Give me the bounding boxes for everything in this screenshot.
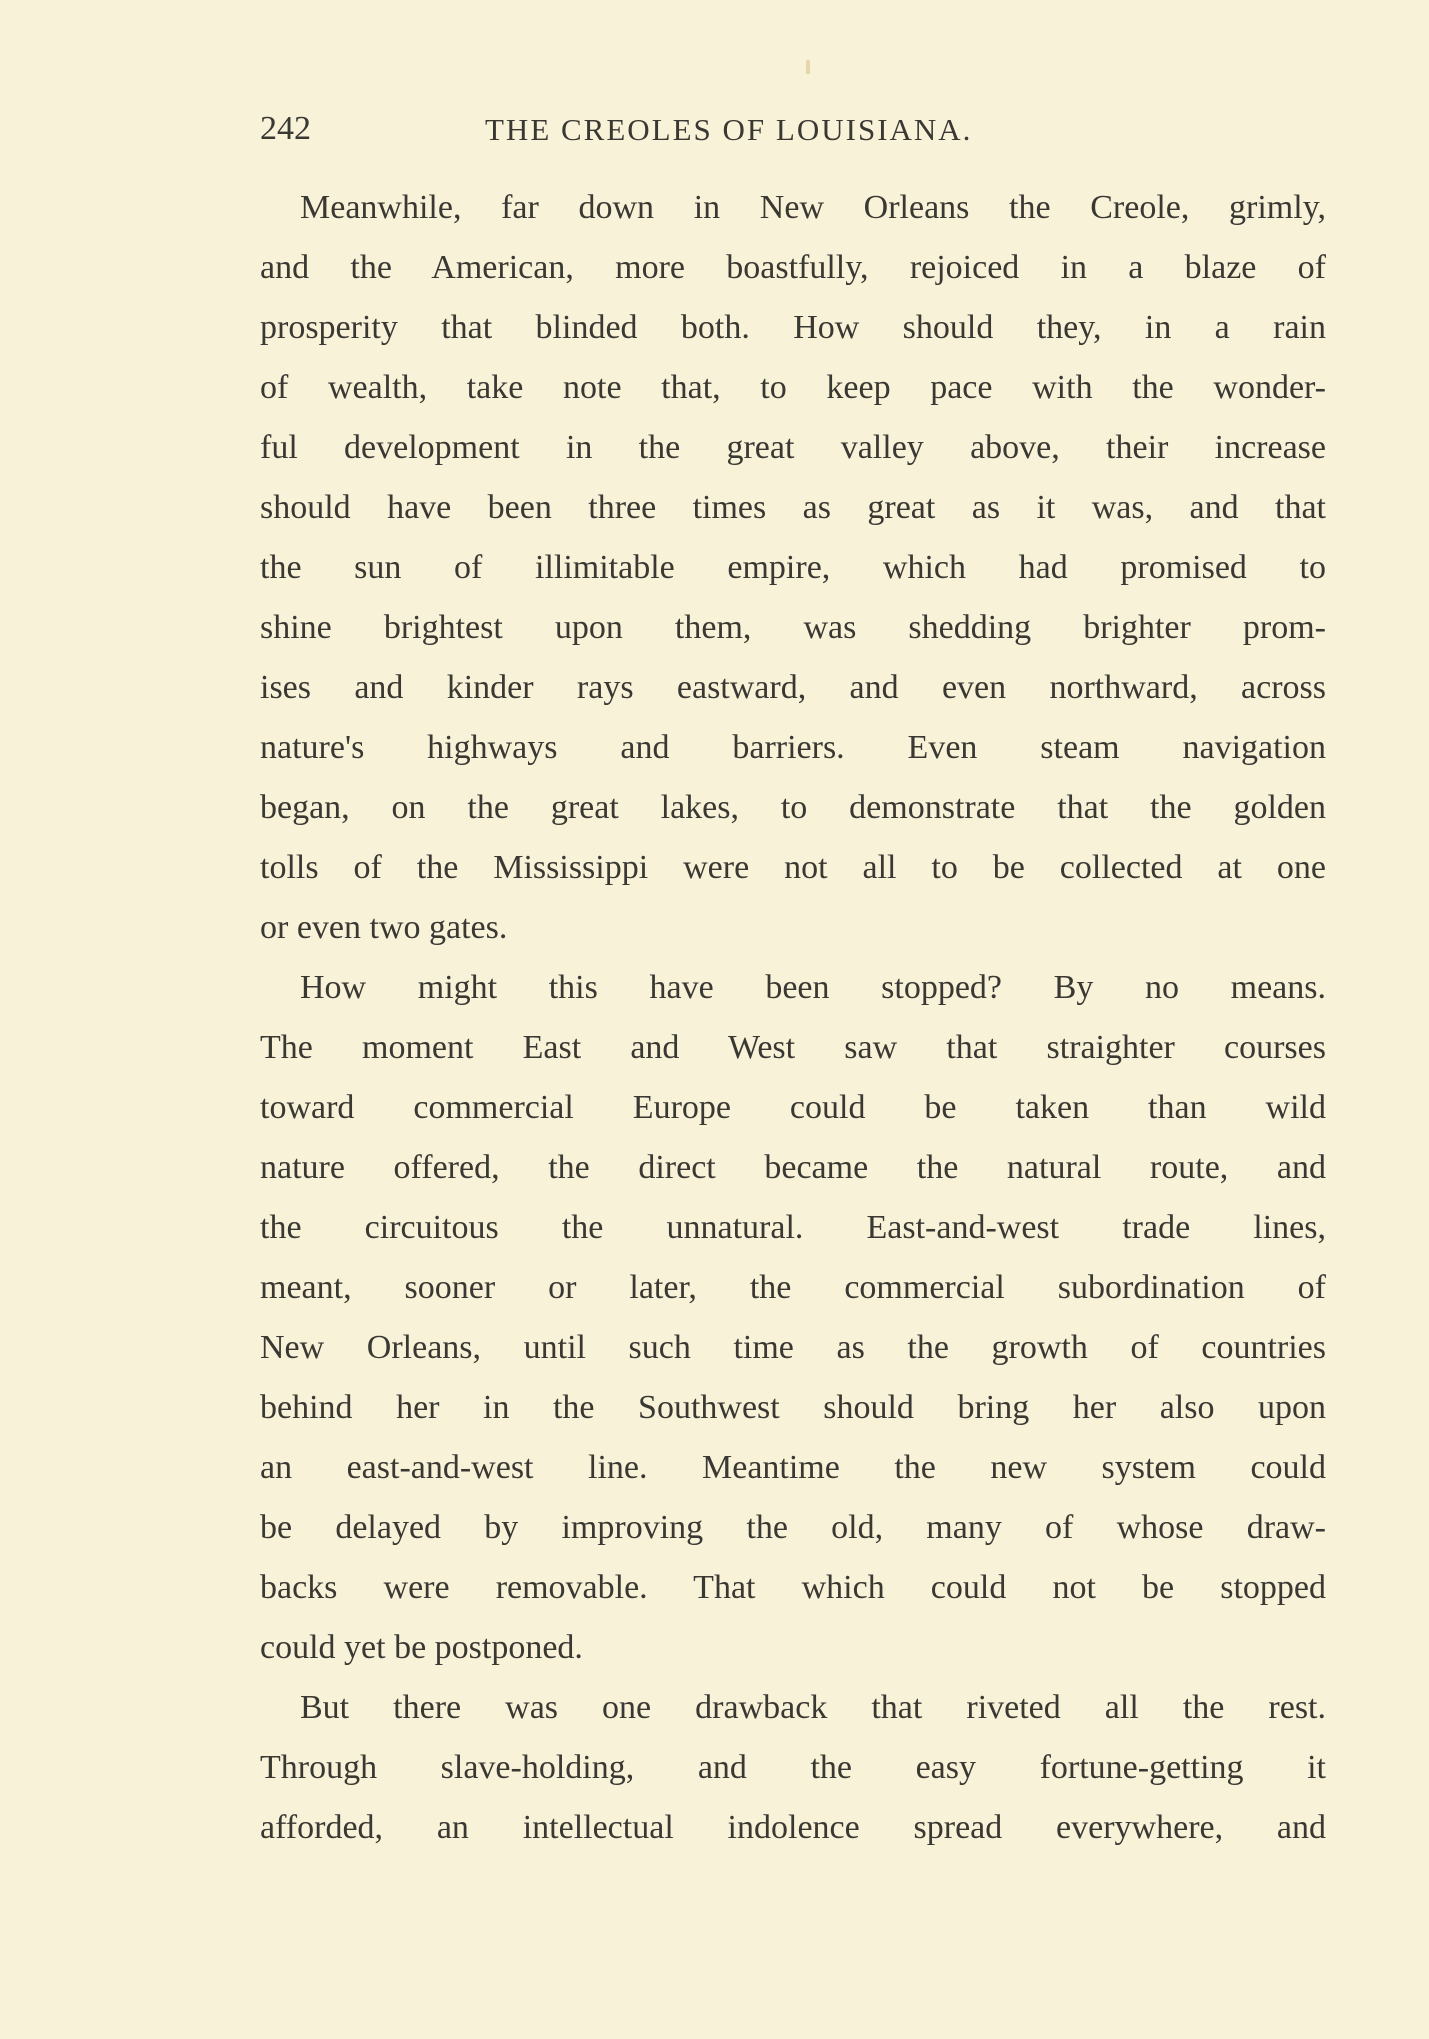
text-line: and the American, more boastfully, rejoiced in a blaze of: [260, 249, 1326, 286]
text-line: Meanwhile, far down in New Orleans the Creole, grimly,: [300, 189, 1326, 226]
text-line: meant, sooner or later, the commercial subordination of: [260, 1269, 1326, 1306]
text-line: shine brightest upon them, was shedding brighter prom-: [260, 609, 1326, 646]
text-line: Through slave-holding, and the easy fortune-getting it: [260, 1749, 1326, 1786]
text-line: tolls of the Mississippi were not all to be collected at one: [260, 849, 1326, 886]
text-line: be delayed by improving the old, many of whose draw-: [260, 1509, 1326, 1546]
text-line: ful development in the great valley above, their increase: [260, 429, 1326, 466]
text-line: afforded, an intellectual indolence spread everywhere, and: [260, 1809, 1326, 1846]
page-body-text: [260, 178, 1326, 1858]
running-header: [260, 110, 1326, 160]
text-line: toward commercial Europe could be taken than wild: [260, 1089, 1326, 1126]
text-line: behind her in the Southwest should bring her also upon: [260, 1389, 1326, 1426]
text-line: the sun of illimitable empire, which had promised to: [260, 549, 1326, 586]
text-line: But there was one drawback that riveted all the rest.: [300, 1689, 1326, 1726]
text-line: an east-and-west line. Meantime the new system could: [260, 1449, 1326, 1486]
text-line: began, on the great lakes, to demonstrate that the golden: [260, 789, 1326, 826]
text-line: How might this have been stopped? By no means.: [300, 969, 1326, 1006]
text-line: could yet be postponed.: [260, 1629, 583, 1666]
text-line: or even two gates.: [260, 909, 508, 946]
text-line: of wealth, take note that, to keep pace with the wonder-: [260, 369, 1326, 406]
text-line: the circuitous the unnatural. East-and-west trade lines,: [260, 1209, 1326, 1246]
text-line: The moment East and West saw that straighter courses: [260, 1029, 1326, 1066]
page-number: 242: [260, 110, 311, 147]
text-line: backs were removable. That which could not be stopped: [260, 1569, 1326, 1606]
text-line: New Orleans, until such time as the growth of countries: [260, 1329, 1326, 1366]
paper-blemish: [806, 60, 810, 74]
text-line: nature's highways and barriers. Even steam navigation: [260, 729, 1326, 766]
text-line: ises and kinder rays eastward, and even northward, across: [260, 669, 1326, 706]
text-line: nature offered, the direct became the natural route, and: [260, 1149, 1326, 1186]
text-line: prosperity that blinded both. How should they, in a rain: [260, 309, 1326, 346]
text-line: should have been three times as great as it was, and that: [260, 489, 1326, 526]
running-title: THE CREOLES OF LOUISIANA.: [485, 112, 973, 147]
